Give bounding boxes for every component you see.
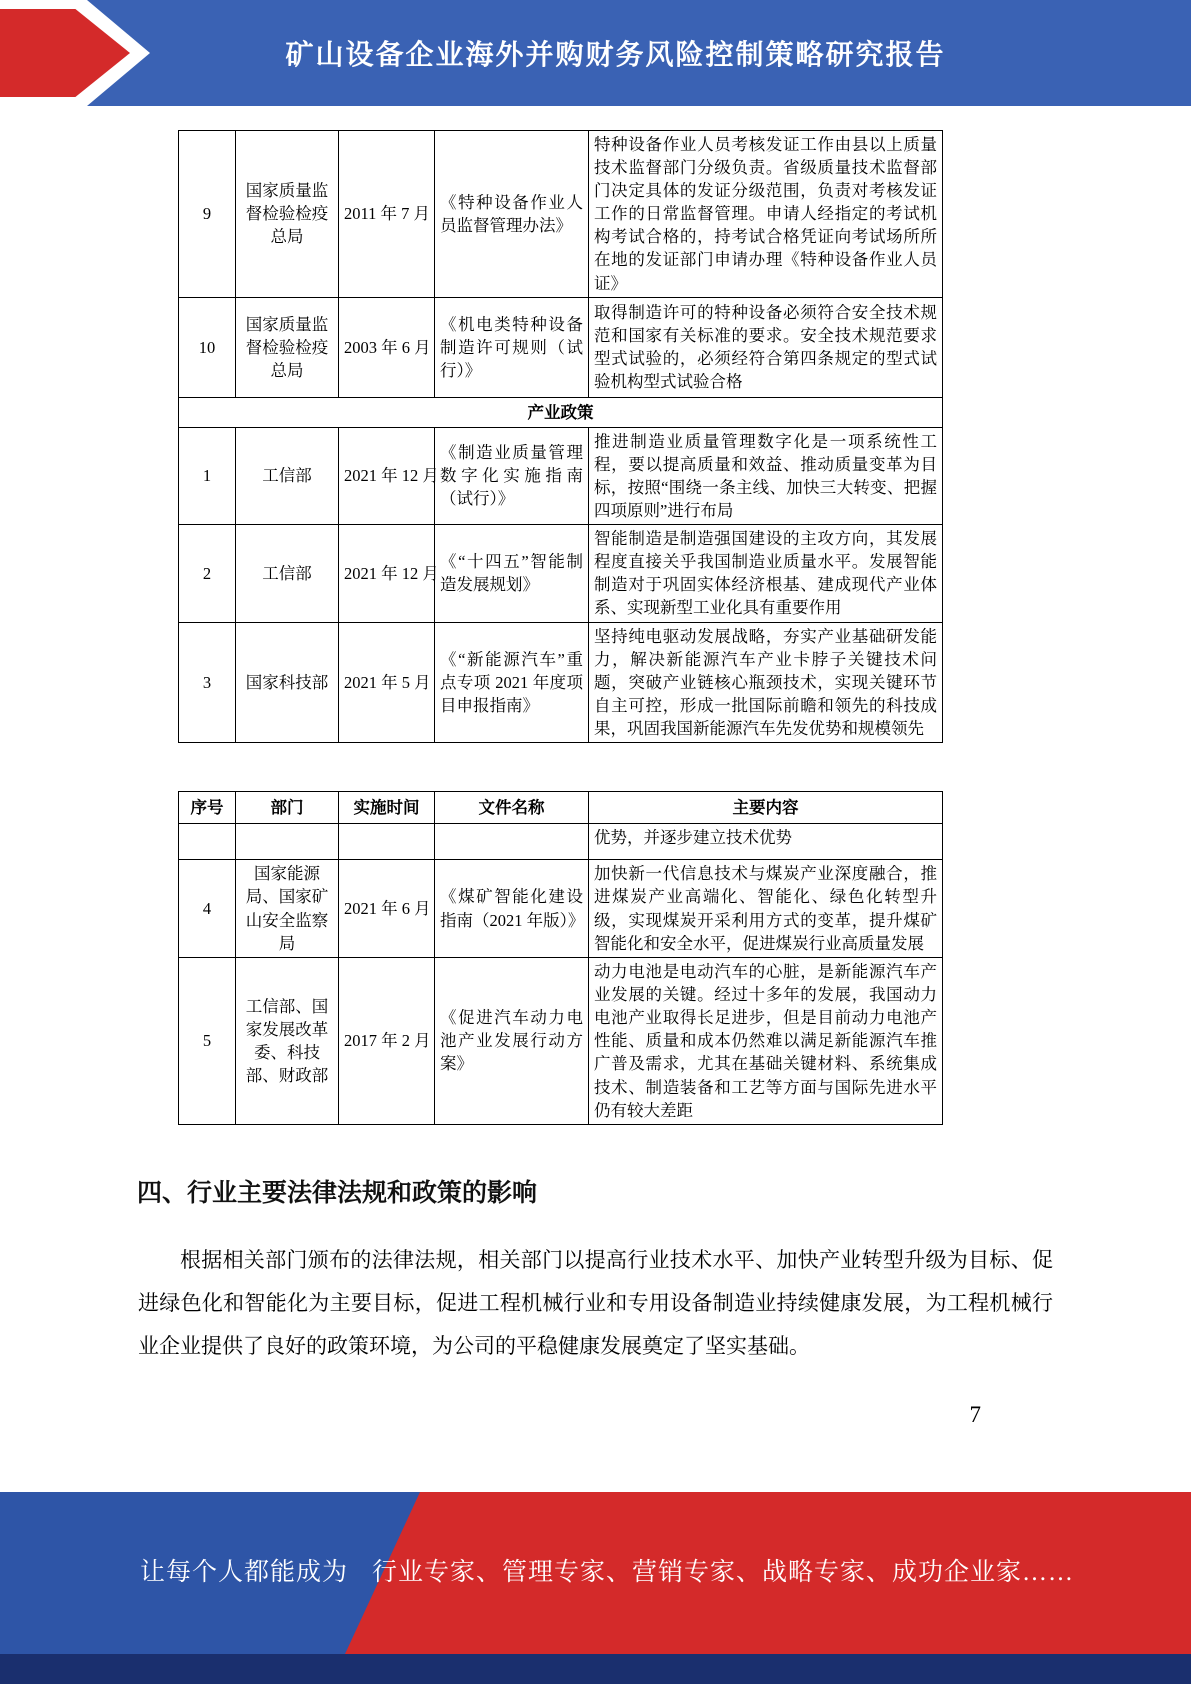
cell-empty	[236, 824, 339, 860]
table-row	[179, 297, 943, 397]
footer-slogan-left: 让每个人都能成为	[140, 1559, 349, 1586]
cell-date: 2021 年 5 月	[339, 622, 435, 742]
table-row	[179, 131, 943, 298]
cell-document-name: 《“十四五”智能制造发展规划》	[435, 525, 589, 622]
cell-date: 2017 年 2 月	[339, 958, 435, 1125]
cell-serial: 1	[179, 427, 236, 524]
cell-document-name: 《机电类特种设备制造许可规则（试行）》	[435, 297, 589, 397]
cell-document-name: 《煤矿智能化建设指南（2021 年版）》	[435, 860, 589, 958]
cell-main-content: 推进制造业质量管理数字化是一项系统性工程，要以提高质量和效益、推动质量变革为目标，按照“围绕一条主线、加快三大转变、把握四项原则”进行布局	[589, 427, 943, 524]
col-header-department: 部门	[236, 791, 339, 823]
cell-empty	[179, 824, 236, 860]
footer-bottom-strip	[0, 1654, 1191, 1684]
cell-main-content: 坚持纯电驱动发展战略，夯实产业基础研发能力，解决新能源汽车产业卡脖子关键技术问题，突破产业链核心瓶颈技术，实现关键环节自主可控，形成一批国际前瞻和领先的科技成果，巩固我国新能源汽车先发优势和规模领先	[589, 622, 943, 742]
page-number: 7	[969, 1402, 981, 1427]
cell-document-name: 《促进汽车动力电池产业发展行动方案》	[435, 958, 589, 1125]
table-row	[179, 427, 943, 524]
body-paragraph: 根据相关部门颁布的法律法规，相关部门以提高行业技术水平、加快产业转型升级为目标、促进绿色化和智能化为主要目标，促进工程机械行业和专用设备制造业持续健康发展，为工程机械行业企业提供了良好的政策环境，为公司的平稳健康发展奠定了坚实基础。	[138, 1247, 1053, 1358]
cell-date: 2021 年 6 月	[339, 860, 435, 958]
table-header-row	[179, 791, 943, 823]
cell-department: 国家质量监督检验检疫总局	[236, 131, 339, 298]
cell-main-content: 加快新一代信息技术与煤炭产业深度融合，推进煤炭产业高端化、智能化、绿色化转型升级，实现煤炭开采利用方式的变革，提升煤矿智能化和安全水平，促进煤炭行业高质量发展	[589, 860, 943, 958]
cell-main-content: 取得制造许可的特种设备必须符合安全技术规范和国家有关标准的要求。安全技术规范要求型式试验的，必须经符合第四条规定的型式试验机构型式试验合格	[589, 297, 943, 397]
cell-empty	[339, 824, 435, 860]
cell-department: 工信部、国家发展改革委、科技部、财政部	[236, 958, 339, 1125]
cell-serial: 9	[179, 131, 236, 298]
cell-date: 2021 年 12 月	[339, 525, 435, 622]
cell-main-content: 特种设备作业人员考核发证工作由县以上质量技术监督部门分级负责。省级质量技术监督部门决定具体的发证分级范围，负责对考核发证工作的日常监督管理。申请人经指定的考试机构考试合格的，持考试合格凭证向考试场所所在地的发证部门申请办理《特种设备作业人员证》	[589, 131, 943, 298]
cell-main-content: 动力电池是电动汽车的心脏，是新能源汽车产业发展的关键。经过十多年的发展，我国动力电池产业取得长足进步，但是目前动力电池产性能、质量和成本仍然难以满足新能源汽车推广普及需求，尤其在基础关键材料、系统集成技术、制造装备和工艺等方面与国际先进水平仍有较大差距	[589, 958, 943, 1125]
page-header	[0, 0, 1191, 106]
cell-serial: 4	[179, 860, 236, 958]
cell-main-content: 优势，并逐步建立技术优势	[589, 824, 943, 860]
cell-department: 国家能源局、国家矿山安全监察局	[236, 860, 339, 958]
cell-serial: 3	[179, 622, 236, 742]
report-title: 矿山设备企业海外并购财务风险控制策略研究报告	[285, 39, 946, 70]
cell-document-name: 《特种设备作业人员监督管理办法》	[435, 131, 589, 298]
footer-slogan-right: 行业专家、管理专家、营销专家、战略专家、成功企业家……	[372, 1559, 1075, 1586]
cell-main-content: 智能制造是制造强国建设的主攻方向，其发展程度直接关乎我国制造业质量水平。发展智能制造对于巩固实体经济根基、建成现代产业体系、实现新型工业化具有重要作用	[589, 525, 943, 622]
table-row	[179, 860, 943, 958]
regulations-table	[178, 130, 943, 743]
cell-department: 工信部	[236, 525, 339, 622]
table-row	[179, 622, 943, 742]
cell-document-name: 《制造业质量管理数字化实施指南（试行）》	[435, 427, 589, 524]
section-header-row	[179, 397, 943, 427]
continuation-row	[179, 824, 943, 860]
section-header-label: 产业政策	[179, 397, 943, 427]
cell-serial: 5	[179, 958, 236, 1125]
col-header-document-name: 文件名称	[435, 791, 589, 823]
col-header-date: 实施时间	[339, 791, 435, 823]
banner-arrow-icon	[0, 0, 152, 106]
page-footer	[0, 1492, 1191, 1684]
col-header-serial: 序号	[179, 791, 236, 823]
cell-date: 2021 年 12 月	[339, 427, 435, 524]
policy-table	[178, 791, 943, 1125]
cell-empty	[435, 824, 589, 860]
cell-serial: 10	[179, 297, 236, 397]
cell-department: 国家质量监督检验检疫总局	[236, 297, 339, 397]
cell-department: 国家科技部	[236, 622, 339, 742]
table-row	[179, 958, 943, 1125]
page-body	[0, 130, 1191, 1427]
cell-date: 2011 年 7 月	[339, 131, 435, 298]
cell-serial: 2	[179, 525, 236, 622]
cell-date: 2003 年 6 月	[339, 297, 435, 397]
col-header-main-content: 主要内容	[589, 791, 943, 823]
table-row	[179, 525, 943, 622]
cell-department: 工信部	[236, 427, 339, 524]
section-heading: 四、行业主要法律法规和政策的影响	[137, 1178, 538, 1207]
cell-document-name: 《“新能源汽车”重点专项 2021 年度项目申报指南》	[435, 622, 589, 742]
